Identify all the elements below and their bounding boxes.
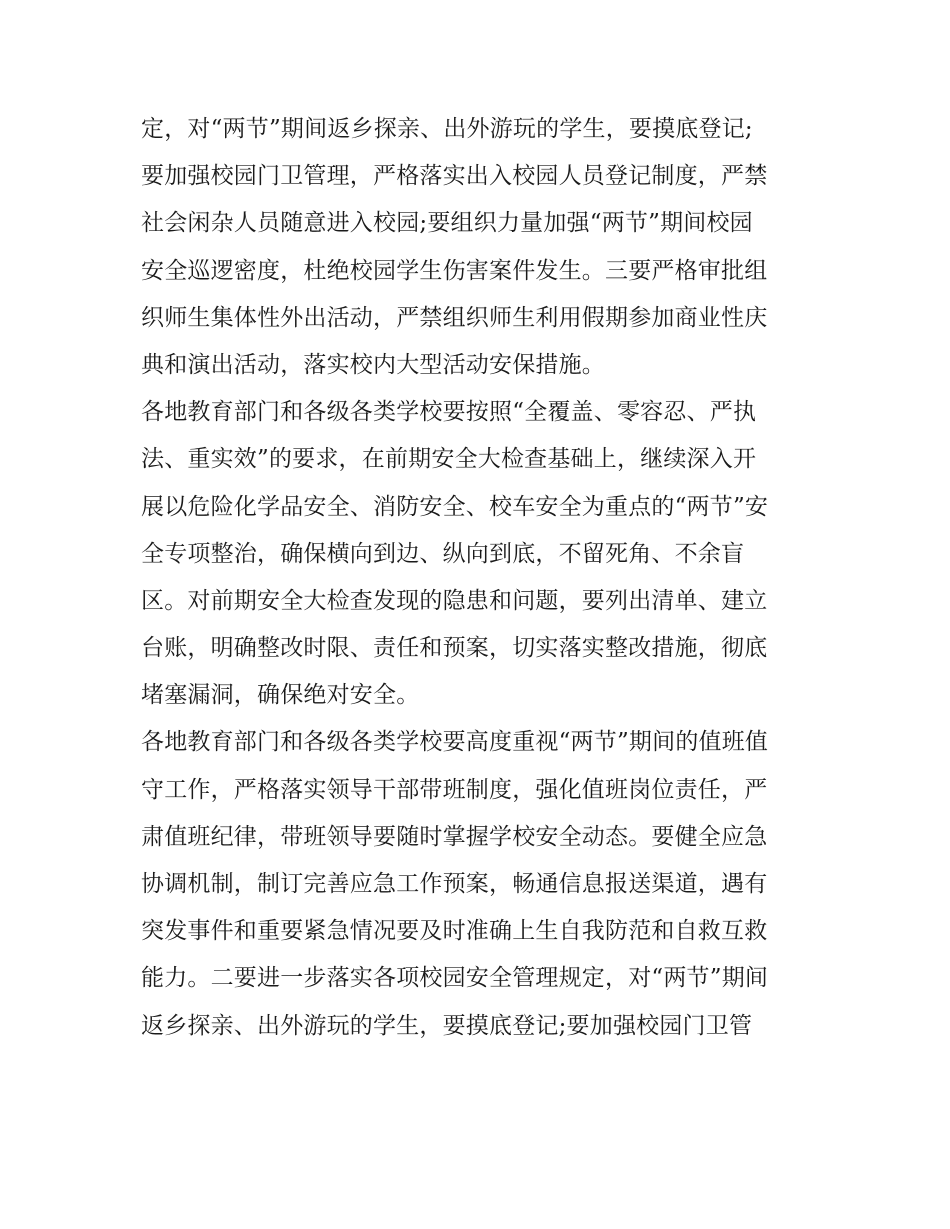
text-line: 各地教育部门和各级各类学校要按照“全覆盖、零容忍、严执 bbox=[141, 399, 757, 426]
text-line: 肃值班纪律，带班领导要随时掌握学校安全动态。要健全应急 bbox=[141, 823, 768, 850]
text-line: 法、重实效”的要求，在前期安全大检查基础上，继续深入开 bbox=[141, 446, 757, 473]
text-line: 织师生集体性外出活动，严禁组织师生利用假期参加商业性庆 bbox=[141, 304, 768, 331]
text-line: 定，对“两节”期间返乡探亲、出外游玩的学生，要摸底登记; bbox=[141, 116, 753, 142]
text-line: 区。对前期安全大检查发现的隐患和问题，要列出清单、建立 bbox=[141, 587, 768, 614]
text-line: 典和演出活动，落实校内大型活动安保措施。 bbox=[141, 351, 605, 378]
text-line: 各地教育部门和各级各类学校要高度重视“两节”期间的值班值 bbox=[141, 729, 769, 756]
text-line: 能力。二要进一步落实各项校园安全管理规定，对“两节”期间 bbox=[141, 965, 769, 992]
text-line: 堵塞漏洞，确保绝对安全。 bbox=[141, 682, 420, 709]
text-line: 安全巡逻密度，杜绝校园学生伤害案件发生。三要严格审批组 bbox=[141, 257, 768, 284]
text-line: 突发事件和重要紧急情况要及时准确上生自我防范和自救互救 bbox=[141, 918, 768, 945]
text-line: 台账，明确整改时限、责任和预案，切实落实整改措施，彻底 bbox=[141, 635, 768, 662]
text-line: 守工作，严格落实领导干部带班制度，强化值班岗位责任，严 bbox=[141, 776, 768, 803]
text-line: 要加强校园门卫管理，严格落实出入校园人员登记制度，严禁 bbox=[141, 163, 768, 190]
text-line: 返乡探亲、出外游玩的学生，要摸底登记;要加强校园门卫管 bbox=[141, 1012, 753, 1039]
document-body bbox=[141, 106, 821, 1050]
text-line: 全专项整治，确保横向到边、纵向到底，不留死角、不余盲 bbox=[141, 540, 745, 567]
text-line: 协调机制，制订完善应急工作预案，畅通信息报送渠道，遇有 bbox=[141, 871, 768, 897]
text-line: 社会闲杂人员随意进入校园;要组织力量加强“两节”期间校园 bbox=[141, 210, 753, 237]
text-line: 展以危险化学品安全、消防安全、校车安全为重点的“两节”安 bbox=[141, 493, 769, 520]
